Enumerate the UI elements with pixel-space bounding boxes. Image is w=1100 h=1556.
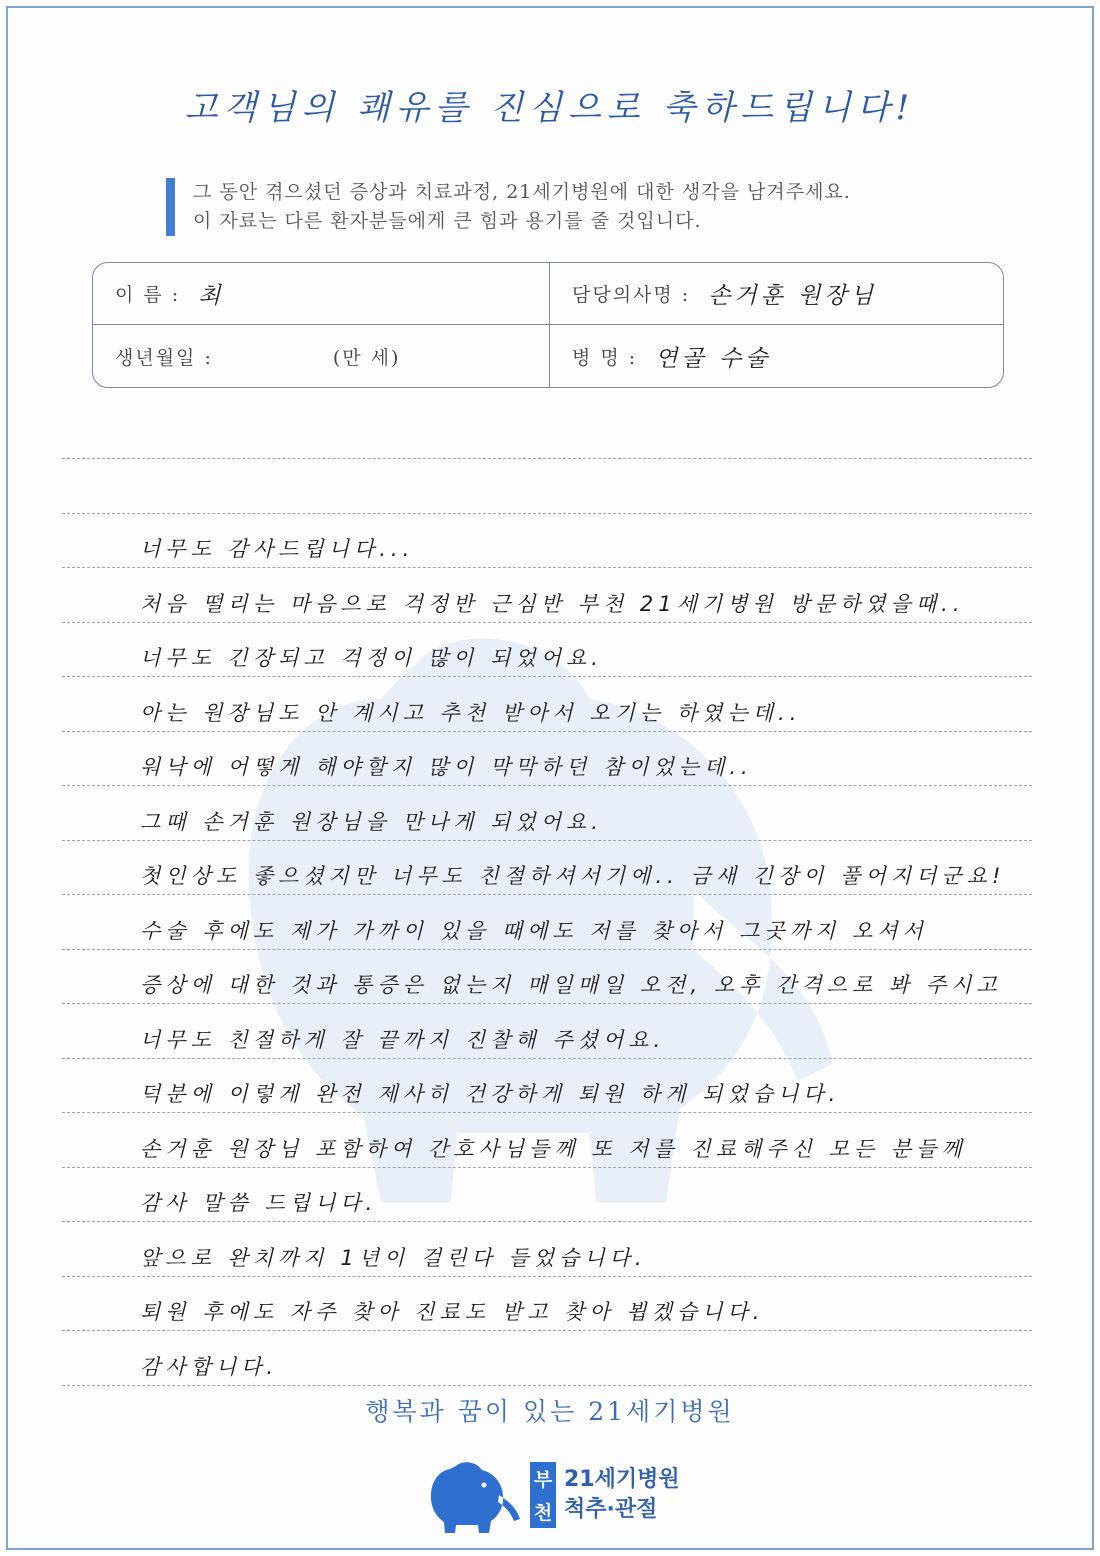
letter-line-text: 증상에 대한 것과 통증은 없는지 매일매일 오전, 오후 간격으로 봐 주시고 — [140, 973, 1002, 997]
patient-info-box — [92, 262, 1004, 388]
doctor-value: 손거훈 원장님 — [708, 283, 877, 309]
letter-line — [62, 1330, 1032, 1385]
letter-line-text: 너무도 친절하게 잘 끝까지 진찰해 주셨어요. — [140, 1027, 666, 1052]
letter-line — [62, 1112, 1032, 1167]
letter-line — [62, 840, 1032, 895]
letter-line — [62, 731, 1032, 786]
letter-line-text: 그때 손거훈 원장님을 만나게 되었어요. — [140, 809, 603, 834]
letter-line-blank — [62, 458, 1032, 513]
letter-line — [62, 1276, 1032, 1331]
name-cell — [93, 263, 550, 325]
name-label: 이 름 : — [115, 284, 181, 306]
intro-block — [166, 178, 956, 236]
logo-badge-bottom: 천 — [533, 1502, 553, 1524]
letter-line-text: 수술 후에도 제가 가까이 있을 때에도 저를 찾아서 그곳까지 오셔서 — [140, 918, 928, 943]
letter-line — [62, 622, 1032, 677]
logo-badge-top: 부 — [533, 1469, 553, 1491]
birth-cell — [93, 325, 550, 387]
letter-line-text: 너무도 긴장되고 걱정이 많이 되었어요. — [140, 646, 603, 670]
birth-label: 생년월일 : — [115, 346, 213, 369]
letter-line-text: 손거훈 원장님 포함하여 간호사님들께 또 저를 진료해주신 모든 분들께 — [140, 1136, 967, 1161]
disease-label: 병 명 : — [572, 346, 638, 369]
doctor-cell — [550, 263, 1003, 325]
letter-line-text: 처음 떨리는 마음으로 걱정반 근심반 부천 21세기병원 방문하였을때.. — [140, 591, 965, 616]
headline: 고객님의 쾌유를 진심으로 축하드립니다! — [184, 88, 916, 128]
letter-line — [62, 676, 1032, 731]
letter-line — [62, 1221, 1032, 1276]
logo-line-1: 21세기병원 — [564, 1467, 680, 1492]
letter-line — [62, 949, 1032, 1004]
letter-line-text: 덕분에 이렇게 완전 제사히 건강하게 퇴원 하게 되었습니다. — [140, 1082, 841, 1106]
letter-line-text: 너무도 감사드립니다... — [140, 537, 415, 561]
letter-line-bottom — [62, 1385, 1032, 1386]
logo-badge — [530, 1462, 556, 1528]
letter-line-text: 감사합니다. — [140, 1354, 279, 1379]
letter-lines — [62, 458, 1032, 1386]
hospital-logo — [420, 1455, 680, 1535]
letter-line-text: 감사 말씀 드립니다. — [140, 1191, 378, 1215]
letter-line-text: 앞으로 완치까지 1년이 걸린다 들었습니다. — [140, 1245, 647, 1270]
footer-slogan: 행복과 꿈이 있는 21세기병원 — [365, 1397, 735, 1426]
disease-cell — [550, 325, 1003, 387]
age-label: (만 세) — [332, 346, 401, 369]
intro-line-2: 이 자료는 다른 환자분들에게 큰 힘과 용기를 줄 것입니다. — [193, 210, 702, 232]
logo-text — [564, 1465, 680, 1525]
letter-line — [62, 1058, 1032, 1113]
letter-line-text: 아는 원장님도 안 계시고 추천 받아서 오기는 하였는데.. — [140, 700, 802, 725]
name-value: 최 — [198, 283, 225, 309]
letter-line — [62, 513, 1032, 568]
intro-line-1: 그 동안 겪으셨던 증상과 치료과정, 21세기병원에 대한 생각을 남겨주세요. — [193, 181, 851, 203]
disease-value: 연골 수술 — [655, 345, 772, 372]
letter-line — [62, 1167, 1032, 1222]
elephant-icon — [420, 1455, 524, 1535]
logo-line-2: 척추·관절 — [564, 1497, 658, 1522]
letter-line — [62, 894, 1032, 949]
letter-line — [62, 1003, 1032, 1058]
letter-line — [62, 785, 1032, 840]
letter-line-text: 퇴원 후에도 자주 찾아 진료도 받고 찾아 뵙겠습니다. — [140, 1300, 765, 1324]
letter-line-text: 첫인상도 좋으셨지만 너무도 친절하셔서기에.. 금새 긴장이 풀어지더군요! — [140, 864, 1006, 888]
letter-line-text: 워낙에 어떻게 해야할지 많이 막막하던 참이었는데.. — [140, 755, 753, 779]
letter-line — [62, 567, 1032, 622]
doctor-label: 담당의사명 : — [572, 284, 691, 306]
